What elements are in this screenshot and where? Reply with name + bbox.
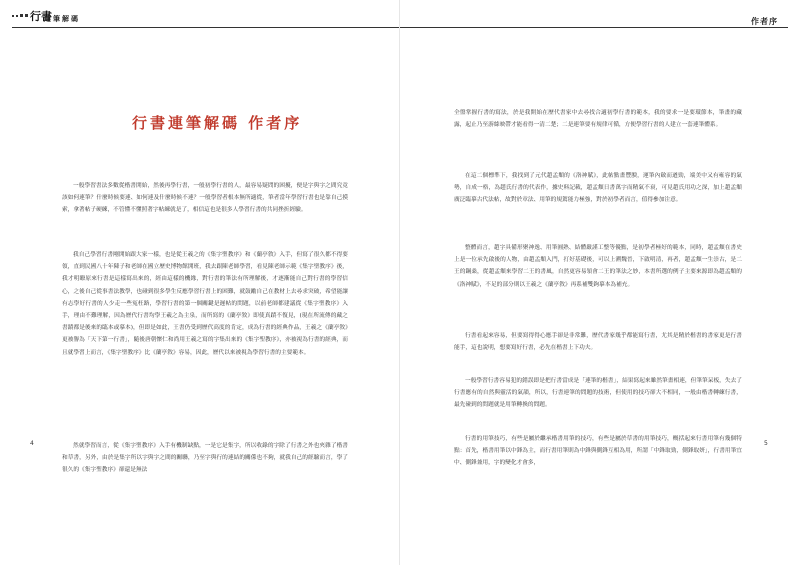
- paragraph: 行書看起來容易，但要寫得得心應手卻是非常難，歷代書家幾乎都能寫行書，尤其是精於楷書的書家更是行書能手，這也說明，想要寫好行書，必先在楷書上下功夫。: [454, 333, 742, 352]
- left-body-text: [62, 180, 348, 217]
- paragraph: 行書的用筆技巧，有些是屬於繼承楷書用筆的技巧，有些是屬於草書的用筆技巧，概括起來行書用筆有幾個特點：首先，楷書用筆以中鋒為主，而行書用筆則為中鋒與側鋒互相為用，所謂「中鋒取勁，側鋒取妍」，行書用筆宜中、側鋒兼用，字的變化才會多，: [454, 436, 742, 467]
- paragraph: 我自己學習行書剛開始跟大家一樣，也是從王羲之的《集字聖教序》和《蘭亭敘》入手，但寫了很久都不得要領，直到民國八十年陳子和老師在國立歷史博物館開班，我去跟陳老師學習，看見陳老師示範《集字聖教序》後，我才明瞭原來行書是這樣寫出來的，經由這樣的機緣，對行書的筆法有所理解後，才逐漸能自己對行書的學習信心，之後自己從事書法教學，也碰到很多學生反應學習行書上的困難，就鼓勵自己在教材上去尋求突破，希望能讓有志學好行書的人少走一些冤枉路，學習行書的第一個關鍵是遲帖的問題，以前老師都建議從《集字聖教序》入手，理由不難理解，因為歷代行書均學王羲之為主泉，而所寫的《蘭亭敘》即使真蹟不復見，(現在所流傳的藏之書蹟都是後來的臨本或摹本)，但即是如此，王書仍受到歷代高度的肯定，成為行書的經典作品，王羲之《蘭亭敘》更被譽為「天下第一行書」，隨後唐朝懷仁和尚用王羲之寫的字集出來的《集字聖教序》，亦被視為行書的經典，而且就學習上而言，《集字聖教序》比《蘭亭敘》容易，因此，歷代以來被視為學習行書的主要範本。: [62, 252, 348, 356]
- right-body-text-5: [454, 375, 742, 412]
- right-body-text-2: [454, 170, 742, 207]
- paragraph: 全盤掌握行書的寫法，於是我開始在歷代書家中去尋找合適初學行書的範本，我的要求一是要環節本，筆畫的藏露，起止乃至游絲映帶才能看得一清二楚；二是連筆要有規律可循，方便學習行書的人建立一套連筆體系。: [454, 110, 742, 129]
- paragraph: 然就學習而言，從《集字聖教序》入手有機制缺點，一是它是集字，所以收錄的字除了行書之外也夾雜了楷書和草書，另外，由於是集字所以字與字之間的關聯，乃至字與行的連結的關係也不夠，就我自己的經驗而言，學了很久的《集字聖教序》卻還是無法: [62, 443, 348, 474]
- header-dots-ornament: [12, 14, 28, 17]
- running-head-book-title: 連筆解碼: [44, 15, 80, 23]
- right-page: [400, 0, 800, 565]
- header-rule: [12, 27, 400, 28]
- right-body-text-3: [454, 242, 742, 291]
- left-body-text-2: [62, 249, 348, 359]
- paragraph: 整體而言，趙字具備形聚神逸、用筆圓熟、結體嚴謹工整等優點，是初學者極好的範本，同時，趙孟頫在書史上是一位承先啟後的人物，由趙孟頫入門，打好基礎後，可以上溯魏晉，下啟明清，再者，趙孟頫一生崇古，是二王的鋼桑，從趙孟頫來學習二王的書風，自然更容易領會二王的筆法之妙，本書所選的例子主要來源即為趙孟頫的《洛神賦》，不足的部分則以王羲之《蘭亭敘》再系補雙鉤摹本為補充。: [454, 245, 742, 288]
- left-body-text-3: [62, 440, 348, 477]
- chapter-title: 行書連筆解碼 作者序: [132, 114, 303, 132]
- header-rule-right: [400, 27, 788, 28]
- page-number-left: 4: [30, 440, 34, 447]
- paragraph: 一般學習行書容易犯的錯誤即是把行書當成是「連筆的楷書」，結果寫起來雖然筆畫相連，但筆筆呆板，失去了行書應有的自然與靈活的氣韻，所以，行書連筆的問題的技術，但使用的技巧卻大不相同，一般由楷書轉練行書，最先碰到的問題就是用筆轉換的問題。: [454, 378, 742, 409]
- page-number-right: 5: [764, 440, 768, 447]
- paragraph: 一般學習書法多數從楷書開始，然後再學行書，一般初學行書的人，最容易疑問的困擾，便是字與字之間究竟該如何連筆？什麼時候要連、如何連及什麼時候不連？一般學習者根本無所適從，筆者當年學習行書也是靠自己摸索，拿著帖子硬練，不管懂不懂照著字帖練就是了，相信這也是很多人學習行書的共同挫折經驗。: [62, 183, 348, 214]
- running-head-section: 作者序: [751, 17, 778, 26]
- right-body-text-4: [454, 330, 742, 354]
- book-logo: 行書: [30, 10, 52, 23]
- right-body-text-1: [454, 107, 742, 131]
- right-body-text-6: [454, 433, 742, 470]
- paragraph: 在這二個標準下，我找到了元代趙孟頫的《洛神賦》，此帖點畫豐腴，運筆內斂而遒勁，端美中又有雍容的氣勢，自成一格，為趙氏行書的代表作，據史料記載，趙孟頫日書萬字而精氣不衰，可見趙氏用功之深，加上趙孟頫廣泛臨摹古代法帖，故對於章法、用筆的規駕能力極強，對於初學者而言，值得參加注意。: [454, 173, 742, 204]
